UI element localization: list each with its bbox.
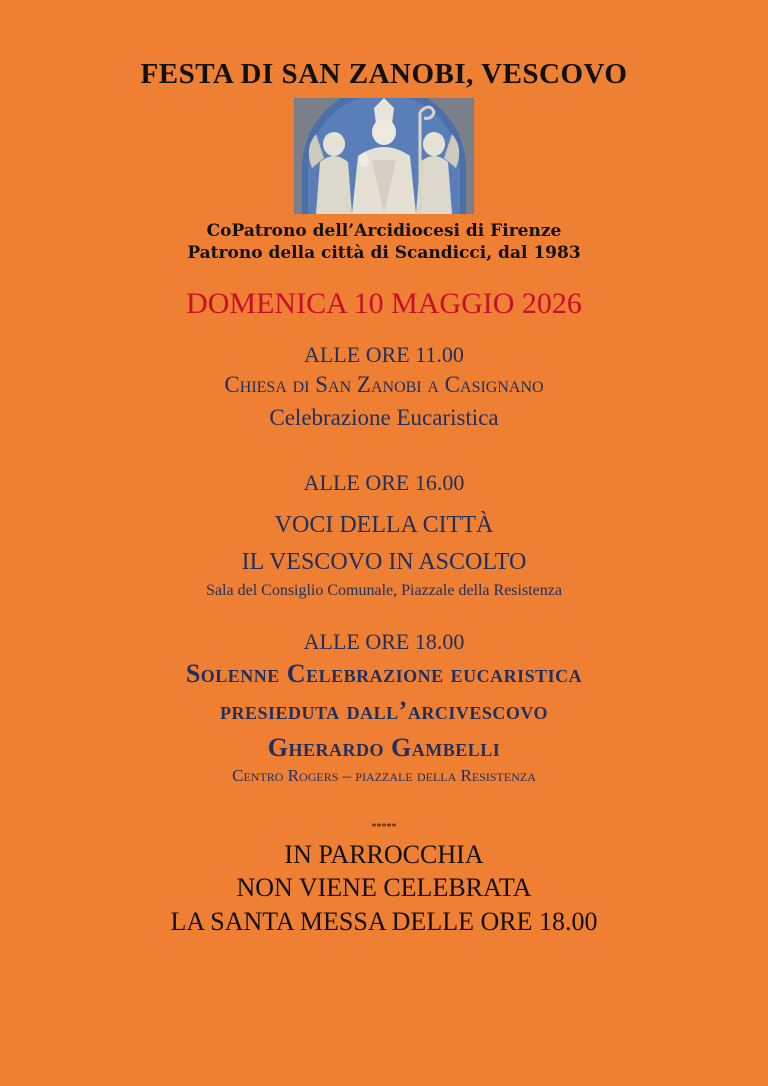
saint-relief-image <box>294 98 474 214</box>
event-3-place: Centro Rogers – piazzale della Resistenza <box>232 766 536 785</box>
notice-line-2: NON VIENE CELEBRATA <box>236 873 532 902</box>
event-1-description: Celebrazione Eucaristica <box>269 405 499 430</box>
event-date: DOMENICA 10 MAGGIO 2026 <box>186 287 582 320</box>
event-2-title: VOCI DELLA CITTÀ <box>274 512 494 538</box>
notice-line-3: LA SANTA MESSA DELLE ORE 18.00 <box>170 907 598 936</box>
event-1-time: ALLE ORE 11.00 <box>304 342 464 367</box>
page-title: FESTA DI SAN ZANOBI, VESCOVO <box>140 58 628 90</box>
event-3-presider-intro: presieduta dall’arcivescovo <box>219 696 548 725</box>
event-1-place: Chiesa di San Zanobi a Casignano <box>224 372 544 397</box>
subtitle-patrono: Patrono della città di Scandicci, dal 1983 <box>187 243 581 263</box>
event-2-time: ALLE ORE 16.00 <box>303 470 465 495</box>
event-2-subtitle: IL VESCOVO IN ASCOLTO <box>241 549 527 575</box>
event-2-place: Sala del Consiglio Comunale, Piazzale della Resistenza <box>206 582 562 599</box>
separator: ***** <box>371 822 397 833</box>
subtitle-copatrono: CoPatrono dell’Arcidiocesi di Firenze <box>206 221 562 241</box>
event-3-time: ALLE ORE 18.00 <box>303 629 465 654</box>
notice-line-1: IN PARROCCHIA <box>284 840 484 869</box>
event-3-presider-name: Gherardo Gambelli <box>267 733 501 762</box>
event-3-title: Solenne Celebrazione eucaristica <box>185 659 583 688</box>
